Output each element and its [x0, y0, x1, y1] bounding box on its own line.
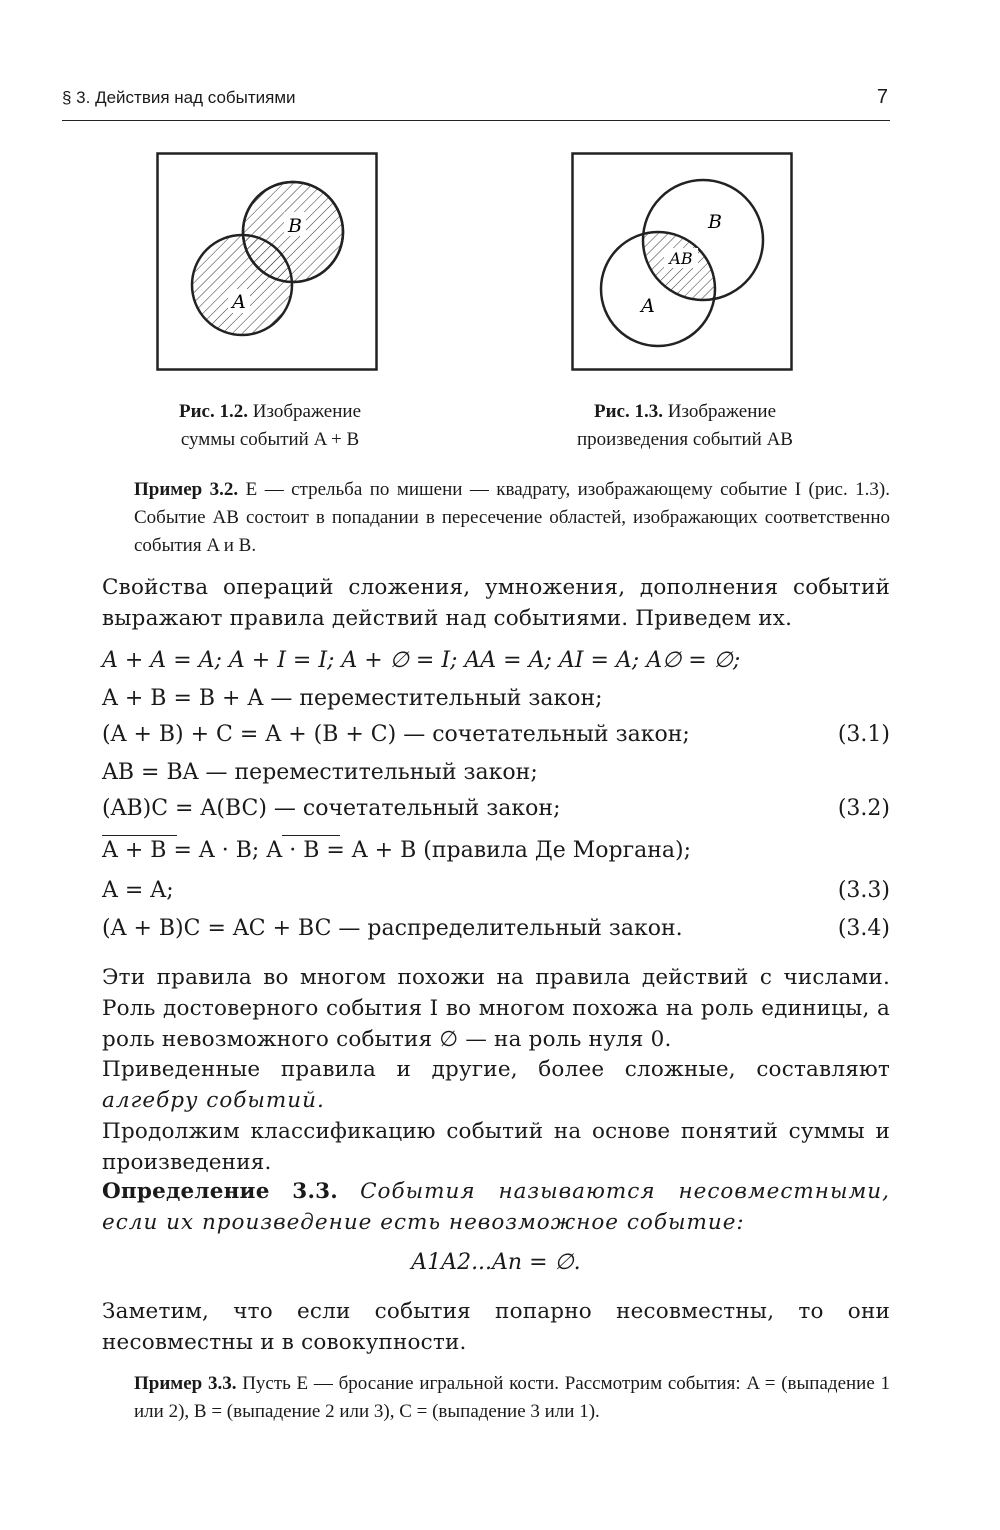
label-B: B: [708, 211, 722, 233]
running-header: [62, 88, 890, 114]
example-label: Пример 3.2.: [134, 479, 239, 500]
header-rule: [62, 120, 890, 121]
page-number: 7: [876, 86, 888, 108]
example-3-3: Пример 3.3. Пусть E — бросание игральной кости. Рассмотрим события: A = (выпадение 1 или 2), B = (выпадение 2 или 3), C = (выпадение 3 или 1).: [134, 1373, 890, 1422]
algebra-paragraph: Приведенные правила и другие, более сложные, составляют алгебру событий.: [102, 1057, 890, 1113]
formula-line: A = A; (3.3): [102, 878, 890, 903]
formula-line: (A + B)C = AC + BC — распределительный закон. (3.4): [102, 916, 890, 941]
circle-A: [192, 235, 292, 335]
note-paragraph: Заметим, что если события попарно несовместны, то они несовместны и в совокупности.: [102, 1299, 890, 1355]
label-AB: AB: [669, 249, 693, 268]
classify-paragraph: Продолжим классификацию событий на основе понятий суммы и произведения.: [102, 1119, 890, 1175]
definition-label: Определение 3.3.: [102, 1179, 338, 1204]
caption-label: Рис. 1.3.: [593, 401, 663, 422]
term-algebra: алгебру событий.: [102, 1088, 325, 1113]
caption-fig-1-3: Рис. 1.3. Изображение произведения событий AB: [577, 401, 793, 450]
formula-line: A + B = B + A — переместительный закон;: [102, 686, 603, 711]
caption-label: Рис. 1.2.: [178, 401, 248, 422]
formula-line: (A + B) + C = A + (B + C) — сочетательный закон; (3.1): [102, 722, 890, 747]
example-label: Пример 3.3.: [134, 1373, 237, 1394]
figure-product-venn: [571, 152, 795, 372]
figure-sum-venn: [156, 152, 380, 372]
label-B: B: [288, 215, 302, 237]
caption-fig-1-2: Рис. 1.2. Изображение суммы событий A + B: [178, 401, 362, 450]
label-A: A: [641, 295, 655, 317]
formula-line-de-morgan: A + B = A · B; A · B = A + B (правила Де Моргана);: [102, 838, 890, 870]
definition-formula: A1A2...An = ∅.: [411, 1250, 581, 1275]
definition-3-3: Определение 3.3. События называются несовместными, если их произведение есть невозможное событие:: [102, 1179, 890, 1235]
formula-line: AB = BA — переместительный закон;: [102, 760, 538, 785]
example-3-2: Пример 3.2. E — стрельба по мишени — квадрату, изображающему событие I (рис. 1.3). Событие AB состоит в попадании в пересечение областей, изображающих соответственно события A и B.: [134, 479, 891, 556]
formula-line: (AB)C = A(BC) — сочетательный закон; (3.2): [102, 796, 890, 821]
overline-group: [282, 835, 340, 836]
intro-paragraph: Свойства операций сложения, умножения, дополнения событий выражают правила действий над событиями. Приведем их.: [102, 575, 890, 631]
overline-group: [102, 835, 177, 836]
section-title: § 3. Действия над событиями: [62, 88, 296, 107]
rules-paragraph: Эти правила во многом похожи на правила действий с числами. Роль достоверного события I во многом похожа на роль единицы, а роль невозможного события ∅ — на роль нуля 0.: [102, 965, 890, 1052]
formula-line: A + A = A; A + I = I; A + ∅ = I; AA = A; AI = A; A∅ = ∅;: [102, 648, 741, 673]
label-A: A: [232, 291, 246, 313]
